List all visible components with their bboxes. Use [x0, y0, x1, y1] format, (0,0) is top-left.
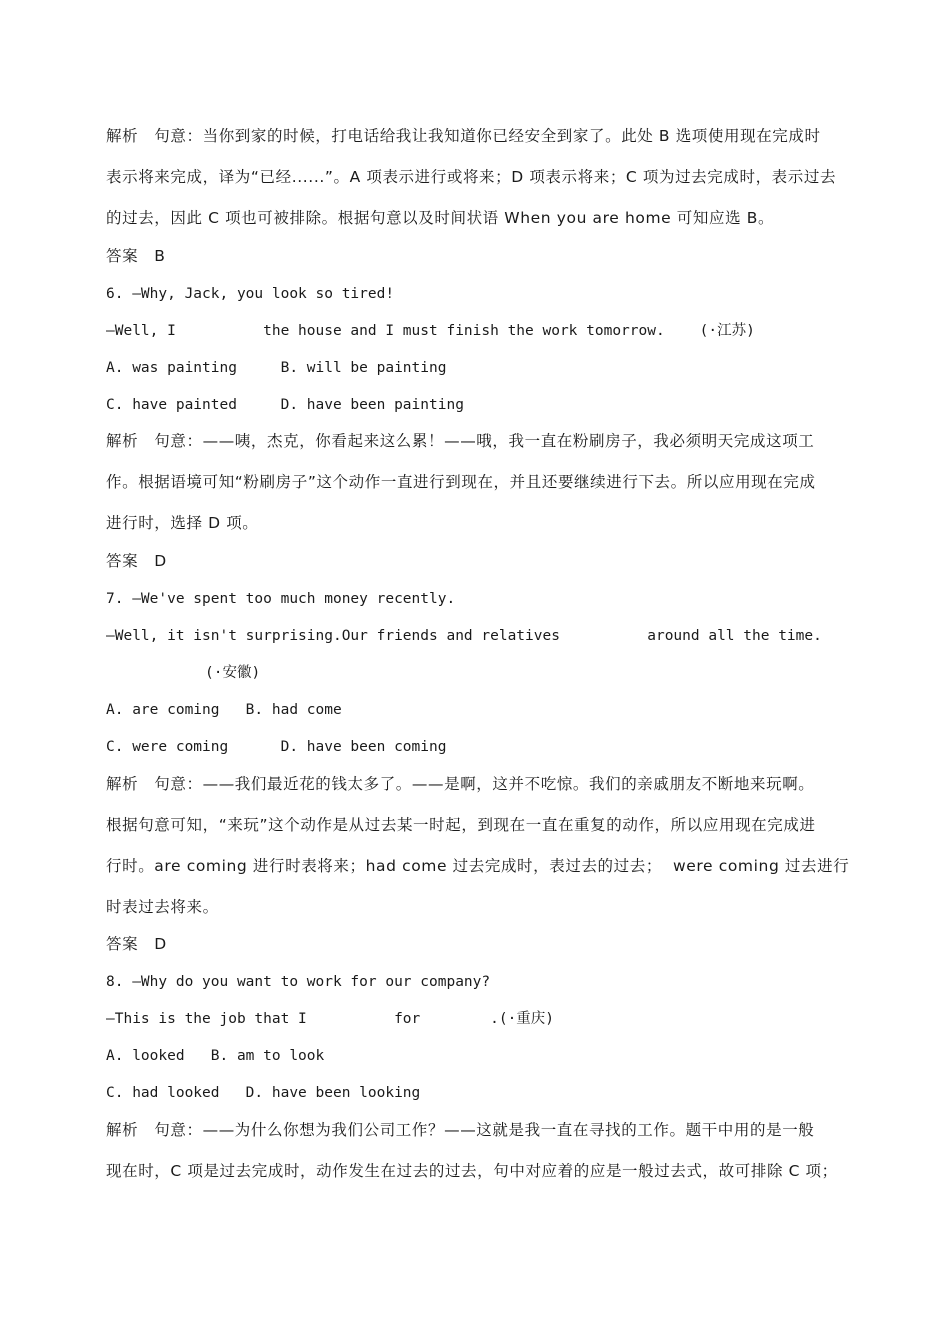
q6-options-row-1: A. was painting B. will be painting	[106, 360, 447, 376]
q6-reply: —Well, I the house and I must finish the work tomorrow. (·江苏)	[106, 323, 755, 339]
q8-options-row-1: A. looked B. am to look	[106, 1048, 325, 1064]
q7-options-row-1: A. are coming B. had come	[106, 702, 342, 718]
q6-answer: 答案 D	[106, 552, 167, 570]
q6-options-row-2: C. have painted D. have been painting	[106, 397, 464, 413]
q5-analysis-line-1: 解析 句意：当你到家的时候，打电话给我让我知道你已经安全到家了。此处 B 选项使用现在完成时	[106, 127, 821, 145]
q7-analysis-line-3: 行时。are coming 进行时表将来；had come 过去完成时，表过去的过去； were coming 过去进行	[106, 857, 850, 875]
q6-analysis-line-2: 作。根据语境可知“粉刷房子”这个动作一直进行到现在，并且还要继续进行下去。所以应用现在完成	[106, 473, 816, 491]
q7-reply: —Well, it isn't surprising.Our friends and relatives around all the time.	[106, 628, 822, 644]
q8-options-row-2: C. had looked D. have been looking	[106, 1085, 421, 1101]
q7-options-row-2: C. were coming D. have been coming	[106, 739, 447, 755]
q7-question: 7. —We've spent too much money recently.	[106, 591, 456, 607]
q6-question: 6. —Why, Jack, you look so tired!	[106, 286, 395, 302]
q6-analysis-line-3: 进行时，选择 D 项。	[106, 514, 259, 532]
q7-analysis-line-2: 根据句意可知，“来玩”这个动作是从过去某一时起，到现在一直在重复的动作，所以应用现在完成进	[106, 816, 816, 834]
q7-answer: 答案 D	[106, 935, 167, 953]
q7-source: (·安徽)	[205, 665, 261, 681]
q5-analysis-line-2: 表示将来完成，译为“已经......”。A 项表示进行或将来；D 项表示将来；C 项为过去完成时，表示过去	[106, 168, 837, 186]
q8-reply: —This is the job that I for .(·重庆)	[106, 1011, 555, 1027]
q8-question: 8. —Why do you want to work for our company?	[106, 974, 491, 990]
q5-answer: 答案 B	[106, 247, 166, 265]
q8-analysis-line-2: 现在时，C 项是过去完成时，动作发生在过去的过去，句中对应着的应是一般过去式，故可排除 C 项；	[106, 1162, 838, 1180]
q6-analysis-line-1: 解析 句意：——咦，杰克，你看起来这么累！——哦，我一直在粉刷房子，我必须明天完成这项工	[106, 432, 815, 450]
q5-analysis-line-3: 的过去，因此 C 项也可被排除。根据句意以及时间状语 When you are home 可知应选 B。	[106, 209, 775, 227]
q8-analysis-line-1: 解析 句意：——为什么你想为我们公司工作？——这就是我一直在寻找的工作。题干中用的是一般	[106, 1121, 815, 1139]
q7-analysis-line-1: 解析 句意：——我们最近花的钱太多了。——是啊，这并不吃惊。我们的亲戚朋友不断地来玩啊。	[106, 775, 815, 793]
q7-analysis-line-4: 时表过去将来。	[106, 898, 219, 916]
